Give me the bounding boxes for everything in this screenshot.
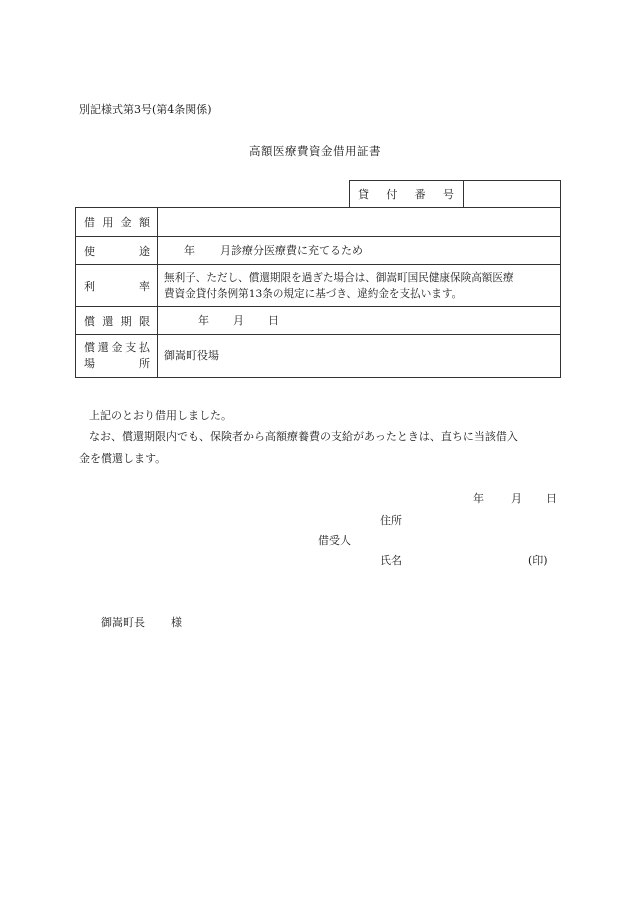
place-label-char: 金 [111, 341, 123, 354]
interest-text [158, 265, 561, 307]
statement-line-1: 上記のとおり借用しました。 [89, 409, 232, 422]
place-label-char: 還 [97, 341, 109, 354]
loan-number-field[interactable] [464, 181, 560, 207]
recipient-honorific: 様 [171, 616, 182, 629]
purpose-year-unit: 年 [184, 243, 195, 257]
loan-number-label-char: 番 [414, 188, 426, 201]
due-label-char: 還 [102, 314, 114, 328]
loan-details-table [75, 207, 561, 378]
due-day-unit: 日 [268, 313, 279, 327]
due-date-field[interactable] [158, 307, 561, 335]
purpose-field[interactable] [158, 237, 561, 265]
loan-number-label [350, 181, 464, 207]
purpose-text: 診療分医療費に充てるため [231, 243, 363, 257]
place-label-end: 所 [139, 357, 150, 370]
purpose-month-unit: 月 [220, 243, 231, 257]
place-label [76, 335, 158, 378]
statement-line-2: なお、償還期限内でも、保険者から高額療養費の支給があったときは、直ちに当該借入 [89, 430, 518, 443]
interest-label-end: 率 [139, 279, 150, 293]
place-value: 御嵩町役場 [158, 335, 561, 378]
interest-label [76, 265, 158, 307]
amount-label [76, 208, 158, 237]
name-label: 氏名 [380, 554, 402, 567]
amount-label-char: 借 [84, 216, 95, 229]
table-row-amount [76, 208, 561, 237]
table-row-purpose [76, 237, 561, 265]
place-label-char: 払 [139, 341, 150, 354]
due-year-unit: 年 [198, 313, 209, 327]
sign-date-month: 月 [511, 492, 522, 505]
purpose-label-start: 使 [84, 244, 95, 258]
form-reference: 別記様式第3号(第4条関係) [79, 103, 212, 116]
loan-number-label-char: 付 [386, 188, 398, 201]
due-label-char: 償 [84, 314, 95, 328]
table-row-due [76, 307, 561, 335]
loan-number-box [349, 180, 561, 208]
sign-date-day: 日 [546, 492, 557, 505]
table-row-place [76, 335, 561, 378]
due-label-char: 期 [120, 314, 132, 328]
interest-label-start: 利 [84, 279, 95, 293]
statement-line-3: 金を償還します。 [79, 452, 167, 465]
amount-label-char: 額 [138, 216, 150, 229]
due-label [76, 307, 158, 335]
table-row-interest [76, 265, 561, 307]
due-month-unit: 月 [233, 313, 244, 327]
amount-field[interactable] [158, 208, 561, 237]
address-label: 住所 [380, 514, 402, 527]
amount-label-char: 金 [120, 216, 132, 229]
place-label-start: 場 [84, 357, 95, 370]
loan-number-label-char: 貸 [358, 188, 369, 201]
amount-label-char: 用 [102, 216, 114, 229]
interest-line-2: 費資金貸付条例第13条の規定に基づき、違約金を支払います。 [164, 287, 463, 300]
due-label-char: 限 [138, 314, 150, 328]
sign-date-year: 年 [473, 492, 484, 505]
borrower-label: 借受人 [318, 534, 351, 547]
purpose-label [76, 237, 158, 265]
place-label-char: 償 [84, 341, 95, 354]
seal-mark: (印) [528, 554, 548, 567]
place-label-char: 支 [125, 341, 137, 354]
loan-number-label-char: 号 [442, 188, 454, 201]
interest-line-1: 無利子、ただし、償還期限を過ぎた場合は、御嵩町国民健康保険高額医療 [164, 271, 514, 284]
purpose-label-end: 途 [139, 244, 150, 258]
recipient-name: 御嵩町長 [101, 616, 145, 629]
document-title: 高額医療費資金借用証書 [249, 144, 381, 158]
